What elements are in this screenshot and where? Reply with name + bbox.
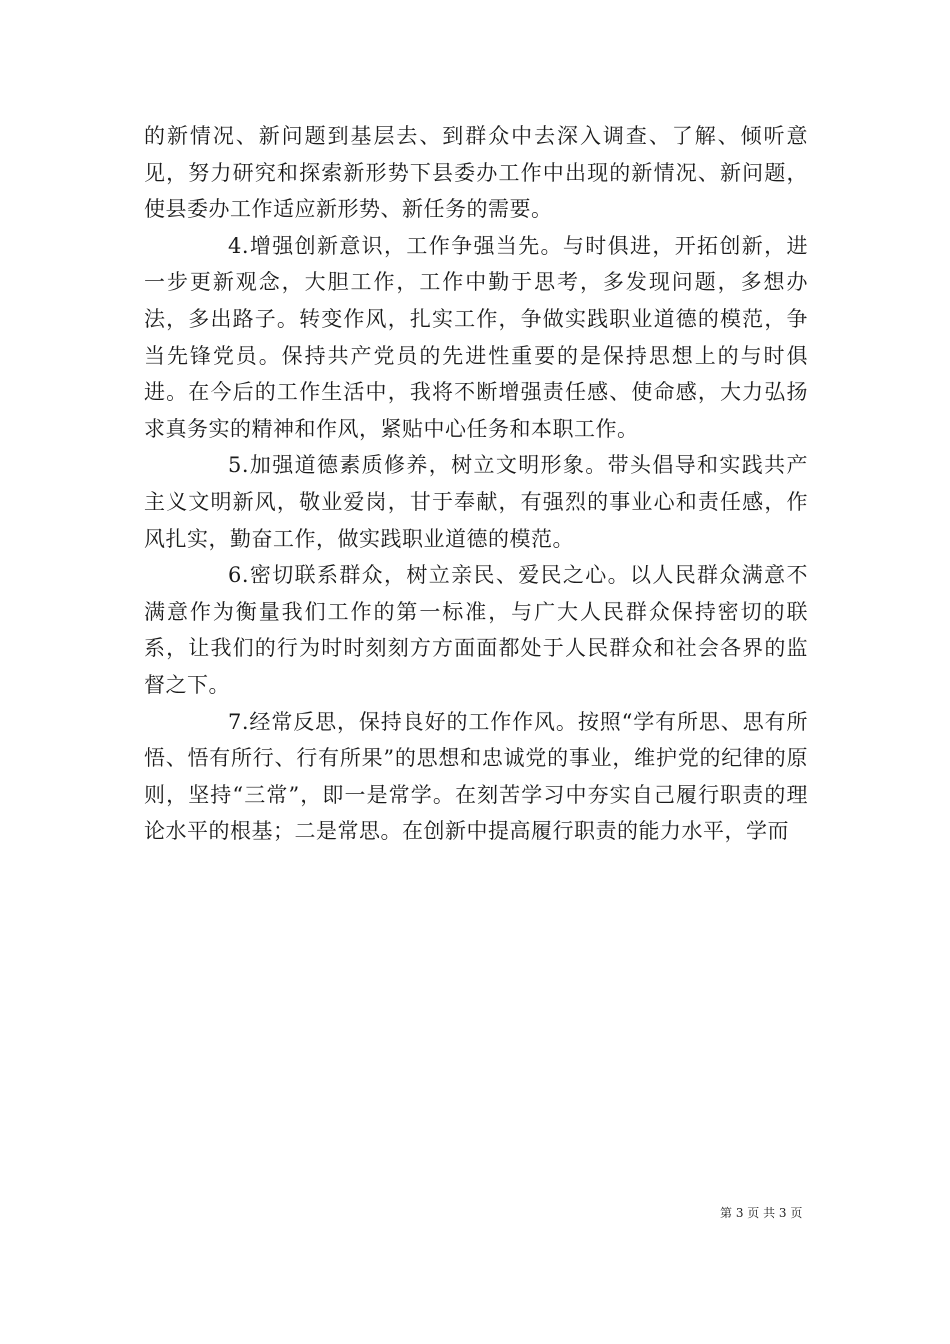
paragraph-continuation: 的新情况、新问题到基层去、到群众中去深入调查、了解、倾听意见，努力研究和探索新形势下县委办工作中出现的新情况、新问题，使县委办工作适应新形势、新任务的需要。 <box>144 124 808 222</box>
paragraph-item-4: 4.增强创新意识，工作争强当先。与时俱进，开拓创新，进一步更新观念，大胆工作，工作中勤于思考，多发现问题，多想办法，多出路子。转变作风，扎实工作，争做实践职业道德的模范，争当先锋党员。保持共产党员的先进性重要的是保持思想上的与时俱进。在今后的工作生活中，我将不断增强责任感、使命感，大力弘扬求真务实的精神和作风，紧贴中心任务和本职工作。 <box>144 233 808 441</box>
document-body <box>144 118 808 850</box>
paragraph-item-6: 6.密切联系群众，树立亲民、爱民之心。以人民群众满意不满意作为衡量我们工作的第一标准，与广大人民群众保持密切的联系，让我们的行为时时刻刻方方面面都处于人民群众和社会各界的监督之下。 <box>144 563 808 697</box>
paragraph-item-7: 7.经常反思，保持良好的工作作风。按照“学有所思、思有所悟、悟有所行、行有所果”的思想和忠诚党的事业，维护党的纪律的原则，坚持“三常”，即一是常学。在刻苦学习中夯实自己履行职责的理论水平的根基；二是常思。在创新中提高履行职责的能力水平，学而 <box>144 709 808 844</box>
paragraph-item-5: 5.加强道德素质修养，树立文明形象。带头倡导和实践共产主义文明新风，敬业爱岗，甘于奉献，有强烈的事业心和责任感，作风扎实，勤奋工作，做实践职业道德的模范。 <box>144 453 808 551</box>
page-number-footer: 第 3 页 共 3 页 <box>720 1206 803 1220</box>
